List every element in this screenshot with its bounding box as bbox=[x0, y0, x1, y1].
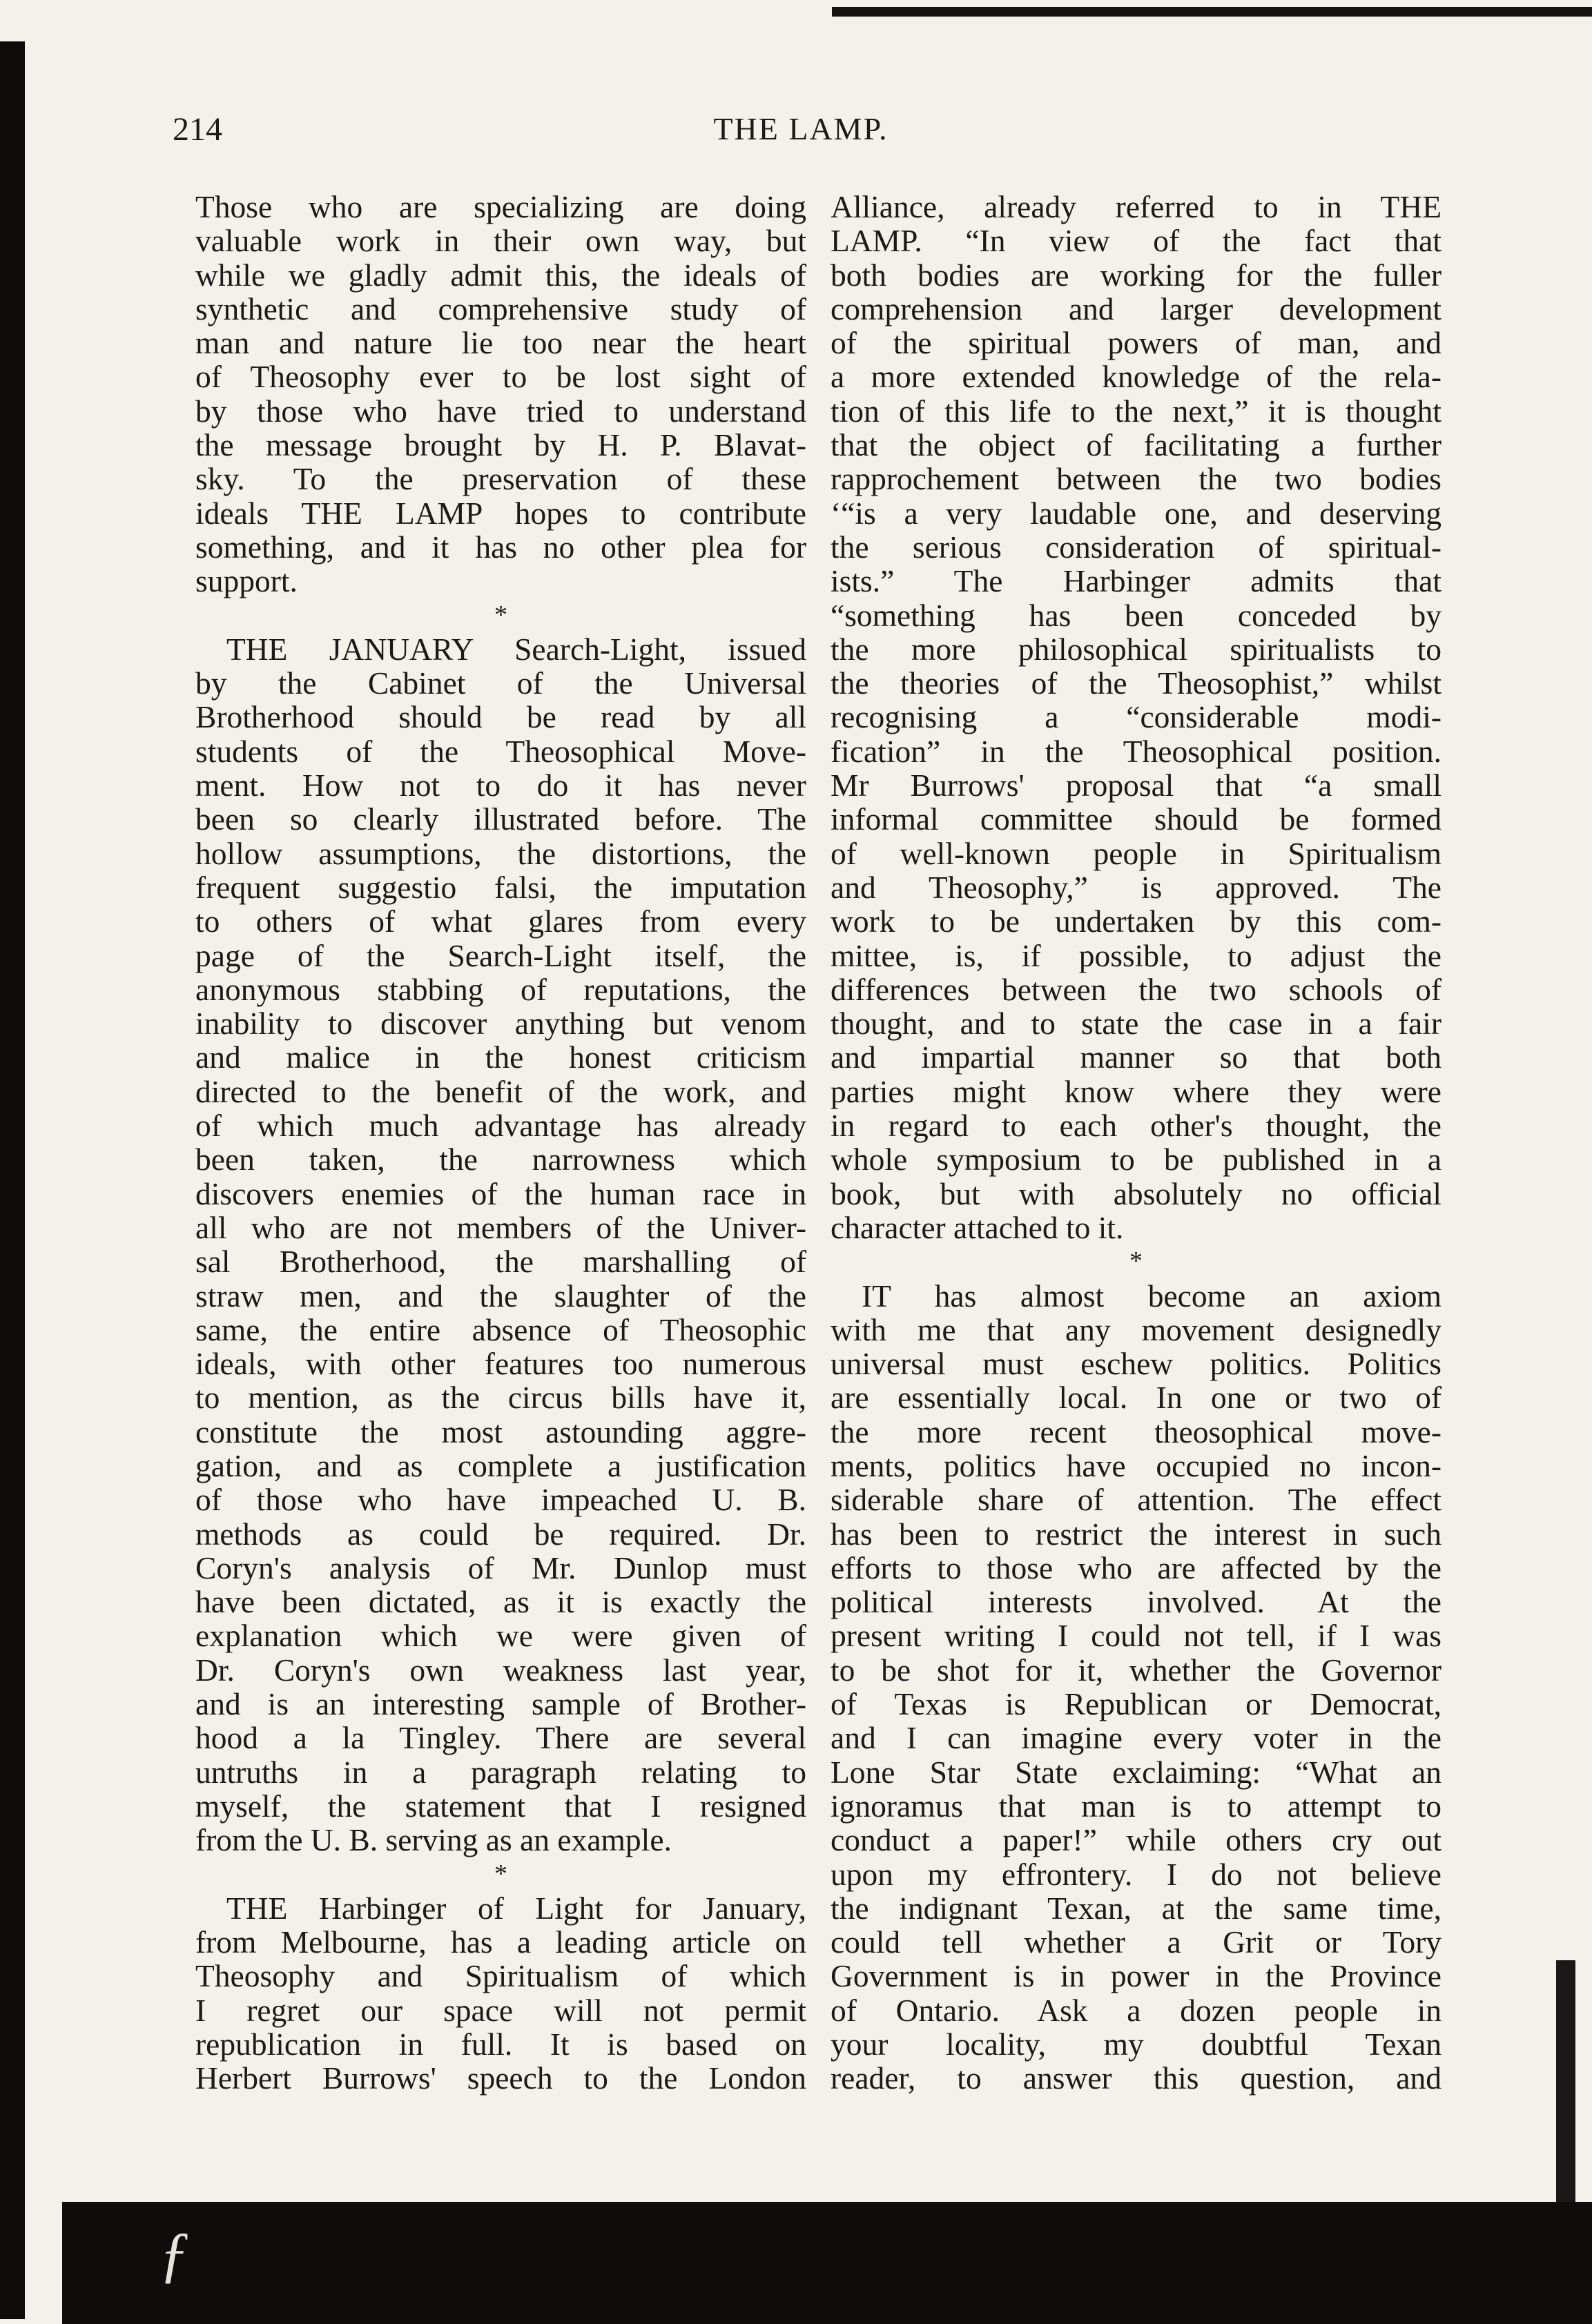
text-line: the more philosophical spiritualists to bbox=[831, 631, 1441, 667]
text-line: in regard to each other's thought, the bbox=[831, 1108, 1441, 1144]
text-line: tion of this life to the next,” it is thought bbox=[831, 393, 1441, 429]
text-line: LAMP. “In view of the fact that bbox=[831, 223, 1441, 259]
text-line: could tell whether a Grit or Tory bbox=[831, 1924, 1441, 1960]
text-line: has been to restrict the interest in such bbox=[831, 1516, 1441, 1552]
text-line: of the spiritual powers of man, and bbox=[831, 325, 1441, 361]
text-line: frequent suggestio falsi, the imputation bbox=[195, 869, 806, 905]
text-line: constitute the most astounding aggre- bbox=[195, 1414, 806, 1449]
section-divider-star: * bbox=[494, 600, 507, 629]
text-line: recognising a “considerable modi- bbox=[831, 699, 1441, 735]
text-line: a more extended knowledge of the rela- bbox=[831, 359, 1441, 395]
text-line: siderable share of attention. The effect bbox=[831, 1482, 1441, 1518]
text-line: explanation which we were given of bbox=[195, 1618, 806, 1654]
text-line: and impartial manner so that both bbox=[831, 1039, 1441, 1075]
section-divider-star: * bbox=[494, 1859, 507, 1888]
scan-artifact-mark: ƒ bbox=[159, 2220, 190, 2289]
text-line: been so clearly illustrated before. The bbox=[195, 801, 806, 837]
text-line: Theosophy and Spiritualism of which bbox=[195, 1958, 806, 1994]
text-line: valuable work in their own way, but bbox=[195, 223, 806, 259]
text-line: ‘“is a very laudable one, and deserving bbox=[831, 495, 1441, 531]
text-line: are essentially local. In one or two of bbox=[831, 1380, 1441, 1416]
text-line: present writing I could not tell, if I was bbox=[831, 1618, 1441, 1654]
text-line: informal committee should be formed bbox=[831, 801, 1441, 837]
text-line: while we gladly admit this, the ideals of bbox=[195, 257, 806, 293]
text-line: discovers enemies of the human race in bbox=[195, 1175, 806, 1211]
text-line: of well-known people in Spiritualism bbox=[831, 835, 1441, 871]
text-line: republication in full. It is based on bbox=[195, 2027, 806, 2062]
text-line: students of the Theosophical Move- bbox=[195, 733, 806, 769]
text-line: sky. To the preservation of these bbox=[195, 461, 806, 497]
text-line: to others of what glares from every bbox=[195, 904, 806, 939]
text-line: reader, to answer this question, and bbox=[831, 2060, 1441, 2096]
text-line: to mention, as the circus bills have it, bbox=[195, 1380, 806, 1416]
text-line: Alliance, already referred to in THE bbox=[831, 189, 1441, 224]
text-line: Herbert Burrows' speech to the London bbox=[195, 2060, 806, 2096]
left-column bbox=[195, 190, 806, 2096]
text-line: synthetic and comprehensive study of bbox=[195, 291, 806, 326]
text-line: IT has almost become an axiom bbox=[862, 1278, 1441, 1314]
text-line: by the Cabinet of the Universal bbox=[195, 665, 806, 701]
text-line: from the U. B. serving as an example. bbox=[195, 1822, 672, 1858]
text-line: straw men, and the slaughter of the bbox=[195, 1278, 806, 1314]
text-line: efforts to those who are affected by the bbox=[831, 1550, 1441, 1585]
text-line: Coryn's analysis of Mr. Dunlop must bbox=[195, 1550, 806, 1585]
text-line: THE Harbinger of Light for January, bbox=[226, 1890, 806, 1926]
text-line: ments, politics have occupied no incon- bbox=[831, 1447, 1441, 1483]
text-line: ists.” The Harbinger admits that bbox=[831, 563, 1441, 599]
text-line: ideals THE LAMP hopes to contribute bbox=[195, 495, 806, 531]
text-line: myself, the statement that I resigned bbox=[195, 1788, 806, 1824]
text-line: “something has been conceded by bbox=[831, 597, 1441, 633]
text-line: same, the entire absence of Theosophic bbox=[195, 1311, 806, 1347]
text-line: thought, and to state the case in a fair bbox=[831, 1006, 1441, 1042]
text-line: of which much advantage has already bbox=[195, 1108, 806, 1144]
text-line: of Texas is Republican or Democrat, bbox=[831, 1686, 1441, 1722]
text-line: inability to discover anything but venom bbox=[195, 1006, 806, 1042]
page-number: 214 bbox=[173, 111, 222, 148]
text-line: that the object of facilitating a further bbox=[831, 427, 1441, 463]
text-line: of those who have impeached U. B. bbox=[195, 1482, 806, 1518]
text-line: upon my effrontery. I do not believe bbox=[831, 1856, 1441, 1892]
text-line: been taken, the narrowness which bbox=[195, 1142, 806, 1178]
text-line: and is an interesting sample of Brother- bbox=[195, 1686, 806, 1722]
text-line: Lone Star State exclaiming: “What an bbox=[831, 1754, 1441, 1790]
text-line: the indignant Texan, at the same time, bbox=[831, 1890, 1441, 1926]
text-line: and I can imagine every voter in the bbox=[831, 1720, 1441, 1756]
text-line: something, and it has no other plea for bbox=[195, 529, 806, 565]
text-line: all who are not members of the Univer- bbox=[195, 1209, 806, 1245]
text-line: ment. How not to do it has never bbox=[195, 768, 806, 803]
running-head: THE LAMP. bbox=[713, 111, 889, 146]
text-line: comprehension and larger development bbox=[831, 291, 1441, 326]
scan-top-rule bbox=[832, 7, 1592, 17]
text-line: to be shot for it, whether the Governor bbox=[831, 1652, 1441, 1688]
text-line: mittee, is, if possible, to adjust the bbox=[831, 937, 1441, 973]
text-line: differences between the two schools of bbox=[831, 971, 1441, 1007]
text-line: page of the Search-Light itself, the bbox=[195, 937, 806, 973]
text-line: support. bbox=[195, 563, 298, 599]
text-line: THE JANUARY Search-Light, issued bbox=[226, 631, 806, 667]
text-line: character attached to it. bbox=[831, 1209, 1124, 1245]
text-line: the serious consideration of spiritual- bbox=[831, 529, 1441, 565]
scan-binding-edge bbox=[0, 41, 25, 2319]
text-line: fication” in the Theosophical position. bbox=[831, 733, 1441, 769]
text-line: untruths in a paragraph relating to bbox=[195, 1754, 806, 1790]
right-column bbox=[831, 190, 1441, 2096]
text-line: of Ontario. Ask a dozen people in bbox=[831, 1992, 1441, 2028]
text-line: hollow assumptions, the distortions, the bbox=[195, 835, 806, 871]
text-line: methods as could be required. Dr. bbox=[195, 1516, 806, 1552]
text-line: Government is in power in the Province bbox=[831, 1958, 1441, 1994]
text-line: Mr Burrows' proposal that “a small bbox=[831, 768, 1441, 803]
text-line: the more recent theosophical move- bbox=[831, 1414, 1441, 1449]
text-line: ideals, with other features too numerous bbox=[195, 1346, 806, 1382]
text-line: anonymous stabbing of reputations, the bbox=[195, 971, 806, 1007]
text-line: gation, and as complete a justification bbox=[195, 1447, 806, 1483]
text-line: the theories of the Theosophist,” whilst bbox=[831, 665, 1441, 701]
section-divider-star: * bbox=[1129, 1247, 1143, 1276]
text-line: work to be undertaken by this com- bbox=[831, 904, 1441, 939]
text-line: Dr. Coryn's own weakness last year, bbox=[195, 1652, 806, 1688]
page-header bbox=[173, 110, 1429, 166]
text-line: Those who are specializing are doing bbox=[195, 189, 806, 224]
text-line: ignoramus that man is to attempt to bbox=[831, 1788, 1441, 1824]
text-line: rapprochement between the two bodies bbox=[831, 461, 1441, 497]
text-line: from Melbourne, has a leading article on bbox=[195, 1924, 806, 1960]
text-line: have been dictated, as it is exactly the bbox=[195, 1584, 806, 1620]
text-line: sal Brotherhood, the marshalling of bbox=[195, 1244, 806, 1280]
text-line: your locality, my doubtful Texan bbox=[831, 2027, 1441, 2062]
text-line: the message brought by H. P. Blavat- bbox=[195, 427, 806, 463]
text-line: parties might know where they were bbox=[831, 1073, 1441, 1109]
text-line: with me that any movement designedly bbox=[831, 1311, 1441, 1347]
text-line: of Theosophy ever to be lost sight of bbox=[195, 359, 806, 395]
text-line: book, but with absolutely no official bbox=[831, 1175, 1441, 1211]
text-line: universal must eschew politics. Politics bbox=[831, 1346, 1441, 1382]
text-line: directed to the benefit of the work, and bbox=[195, 1073, 806, 1109]
text-line: and malice in the honest criticism bbox=[195, 1039, 806, 1075]
text-line: man and nature lie too near the heart bbox=[195, 325, 806, 361]
text-line: both bodies are working for the fuller bbox=[831, 257, 1441, 293]
text-line: conduct a paper!” while others cry out bbox=[831, 1822, 1441, 1858]
text-line: and Theosophy,” is approved. The bbox=[831, 869, 1441, 905]
text-line: hood a la Tingley. There are several bbox=[195, 1720, 806, 1756]
text-line: whole symposium to be published in a bbox=[831, 1142, 1441, 1178]
scan-bottom-edge bbox=[62, 2202, 1592, 2324]
text-line: I regret our space will not permit bbox=[195, 1992, 806, 2028]
text-line: Brotherhood should be read by all bbox=[195, 699, 806, 735]
text-line: by those who have tried to understand bbox=[195, 393, 806, 429]
text-line: political interests involved. At the bbox=[831, 1584, 1441, 1620]
